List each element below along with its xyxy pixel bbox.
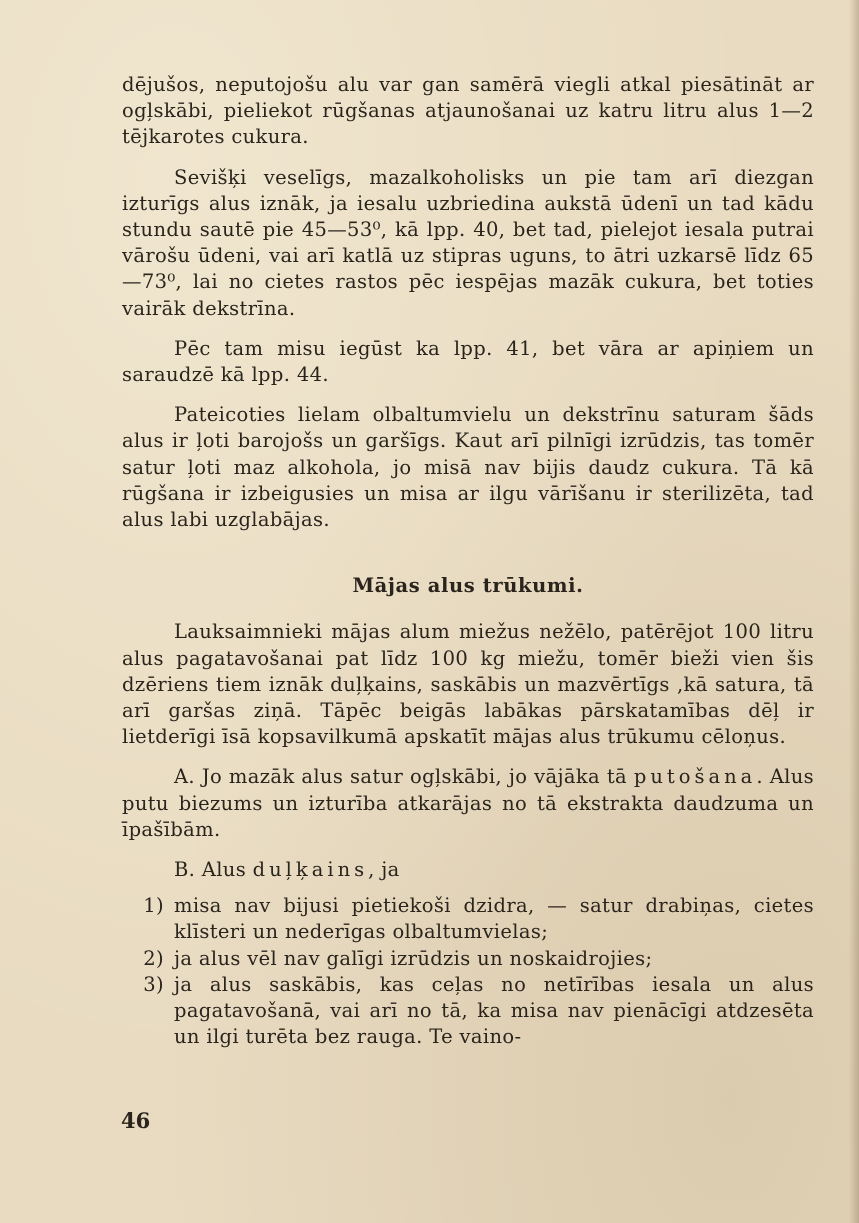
list-item-number: 2) [143,946,164,970]
paragraph-healthy-beer: Sevišķi veselīgs, mazalkoholisks un pie tam arī diezgan izturīgs alus iznāk, ja iesalu uzbriedina aukstā ūdenī un tad kādu stundu sautē pie 45—53⁰, kā lpp. 40, bet tad, pielejot iesala putrai vārošu ūdeni, vai arī katlā uz stipras uguns, to ātri uzkarsē līdz 65—73⁰, lai no cietes rastos pēc iespējas mazāk cukura, bet toties vairāk dekstrīna. [122,165,814,320]
list-item [122,972,814,1051]
section-b-paragraph [122,857,814,883]
section-a-emphasis: putošana [633,765,757,789]
paragraph-nutritious-beer: Pateicoties lielam olbaltumvielu un dekstrīnu saturam šāds alus ir ļoti barojošs un garšīgs. Kaut arī pilnīgi izrūdzis, tas tomēr satur ļoti maz alkohola, jo misā nav bijis daudz cukura. Tā kā rūgšana ir izbeigusies un misa ar ilgu vārīšanu ir sterilizēta, tad alus labi uzglabājas. [122,403,814,532]
section-b-emphasis: duļķains [252,858,369,882]
cause-list [122,893,814,1050]
section-b-lead: B. Alus [174,858,253,882]
list-item [122,893,814,945]
paragraph-continuation: dējušos, neputojošu alu var gan samērā viegli atkal piesātināt ar ogļskābi, pieliekot rūgšanas atjaunošanai uz katru litru alus 1—2 tējkarotes cukura. [122,73,814,149]
section-a-rest: . Alus putu biezums un izturība atkarājas no tā ekstrakta daudzuma un īpašībām. [122,765,814,841]
paragraph-wort-boiling: Pēc tam misu iegūst ka lpp. 41, bet vāra ar apiņiem un saraudzē kā lpp. 44. [122,336,814,387]
paragraph-intro: Lauksaimnieki mājas alum miežus nežēlo, patērējot 100 litru alus pagatavošanai pat līdz 100 kg miežu, tomēr bieži vien šis dzēriens tiem iznāk duļķains, saskābis un mazvērtīgs ,kā satura, tā arī garšas ziņā. Tāpēc beigās labākas pārskatamības dēļ ir lietderīgi īsā kopsavilkumā apskatīt mājas alus trūkumu cēloņus. [122,620,814,749]
page-edge-shadow [849,0,859,1223]
section-b-rest: , ja [368,858,400,882]
section-a-lead: A. Jo mazāk alus satur ogļskābi, jo vājāka tā [174,765,634,789]
section-heading: Mājas alus trūkumi. [352,574,584,598]
list-item-number: 3) [143,972,164,996]
list-item-text: ja alus vēl nav galīgi izrūdzis un noskaidrojies; [174,946,653,970]
list-item [122,946,814,972]
list-item-text: ja alus saskābis, kas ceļas no netīrības iesala un alus pagatavošanā, vai arī no tā, ka misa nav pienācīgi atdzesēta un ilgi turēta bez rauga. Te vaino- [174,972,814,1049]
page-text [122,72,814,1051]
list-item-text: misa nav bijusi pietiekoši dzidra, — satur drabiņas, cietes klīsteri un nederīgas olbaltumvielas; [174,894,814,944]
page-number: 46 [121,1108,151,1133]
section-a-paragraph [122,764,814,843]
list-item-number: 1) [143,894,164,918]
